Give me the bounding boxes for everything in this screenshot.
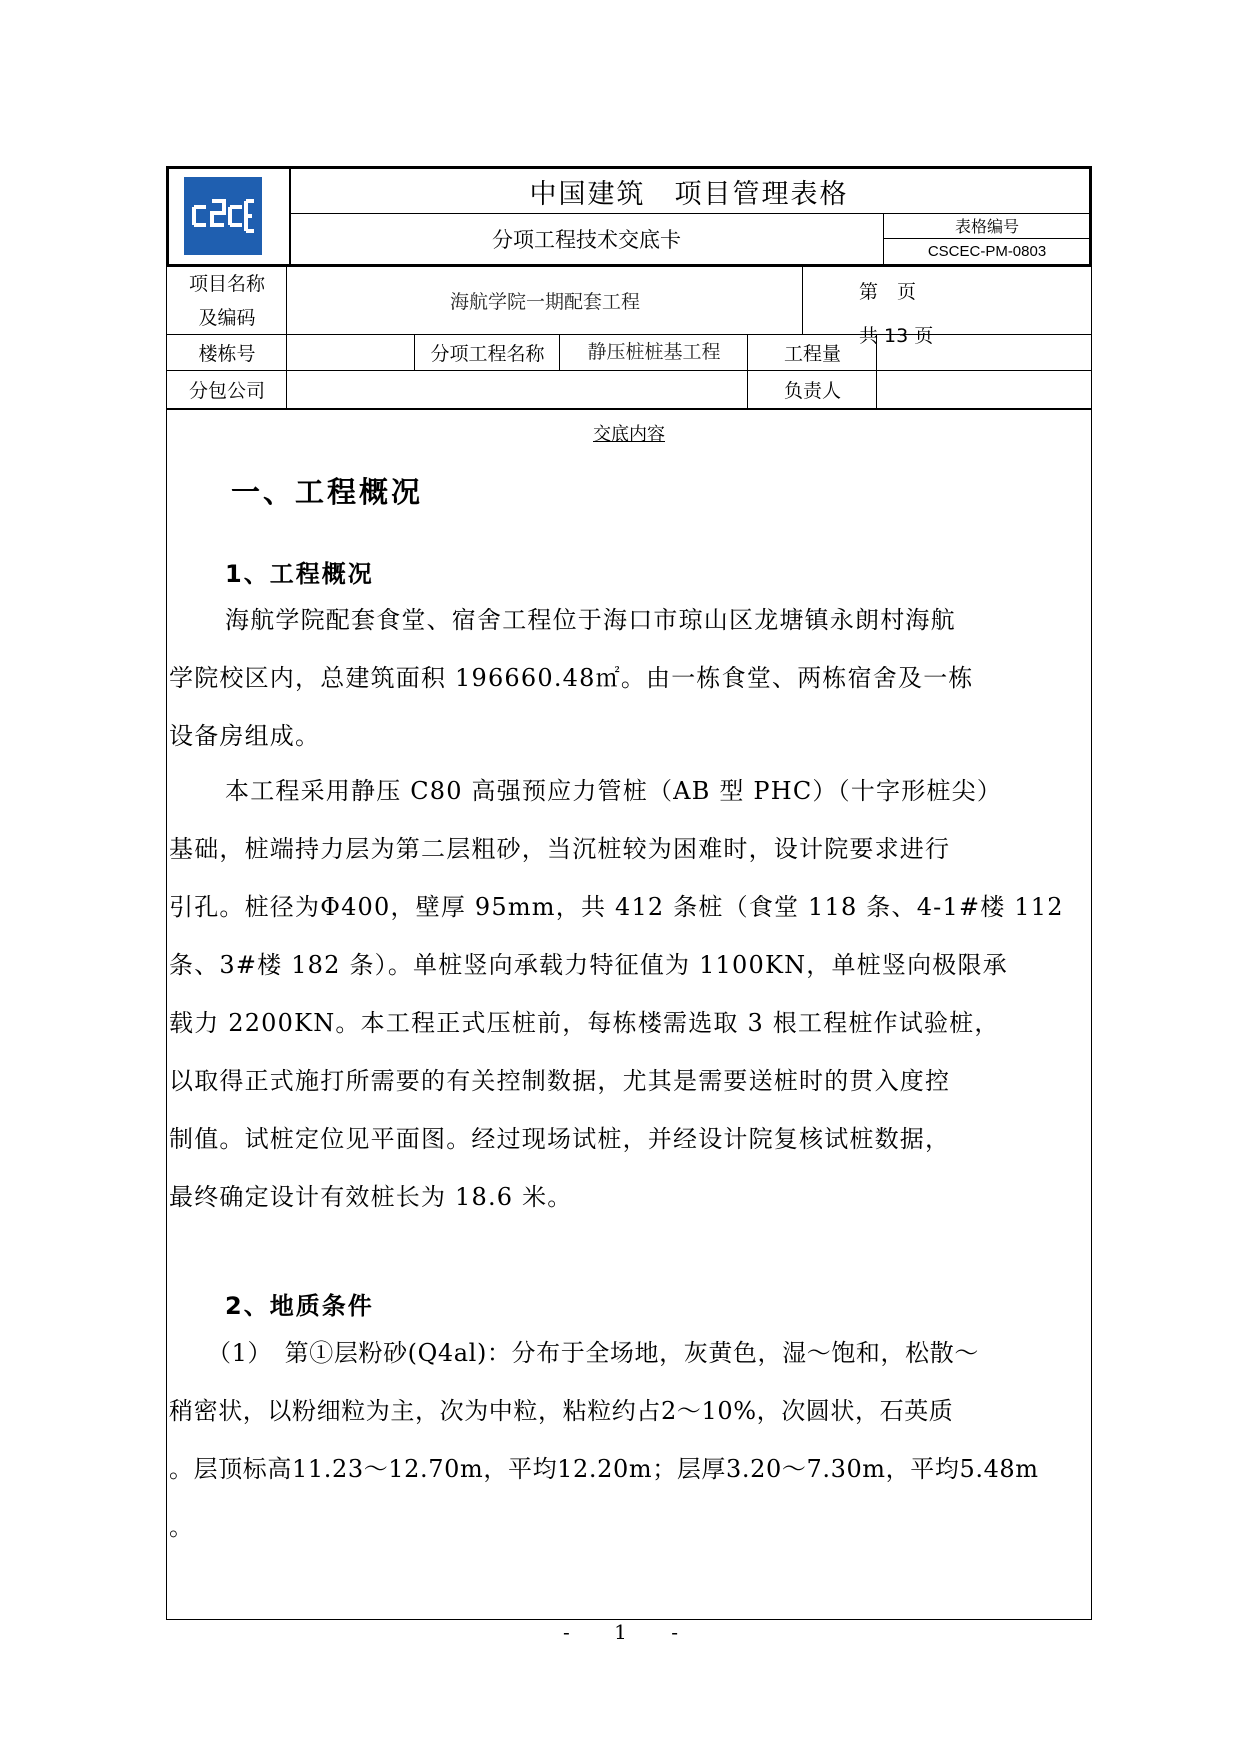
paragraph-line: 。 bbox=[169, 1513, 194, 1541]
paragraph-line: 设备房组成。 bbox=[169, 722, 321, 750]
paragraph-line: 本工程采用静压 C80 高强预应力管桩（AB 型 PHC）（十字形桩尖） bbox=[225, 777, 1003, 805]
project-name-label: 项目名称 及编码 bbox=[166, 267, 287, 335]
paragraph-line: 条、3#楼 182 条）。单桩竖向承载力特征值为 1100KN，单桩竖向极限承 bbox=[169, 951, 1008, 979]
subcontractor-label: 分包公司 bbox=[166, 371, 287, 409]
responsible-label: 负责人 bbox=[747, 371, 877, 409]
paragraph-line: 稍密状，以粉细粒为主，次为中粒，粘粒约占2～10%，次圆状，石英质 bbox=[169, 1397, 954, 1425]
subproject-name-label: 分项工程名称 bbox=[414, 335, 560, 371]
cscec-logo bbox=[184, 177, 262, 255]
form-sheet bbox=[166, 166, 1092, 1620]
cscec-logo-icon bbox=[184, 177, 262, 255]
paragraph-line: 以取得正式施打所需要的有关控制数据，尤其是需要送桩时的贯入度控 bbox=[169, 1067, 951, 1095]
project-name-value: 海航学院一期配套工程 bbox=[286, 267, 803, 335]
page-number: - 1 - bbox=[563, 1620, 678, 1644]
subsection-2-title: 2、地质条件 bbox=[225, 1292, 374, 1320]
paragraph-line: 最终确定设计有效桩长为 18.6 米。 bbox=[169, 1183, 573, 1211]
briefing-content bbox=[166, 409, 1092, 1620]
form-number-label: 表格编号 bbox=[883, 213, 1090, 239]
quantity-label: 工程量 bbox=[747, 335, 877, 371]
form-number-value: CSCEC-PM-0803 bbox=[883, 239, 1090, 264]
paragraph-piles bbox=[169, 762, 1089, 1226]
paragraph-line: （1） 第①层粉砂(Q4al)：分布于全场地，灰黄色，湿～饱和，松散～ bbox=[207, 1339, 979, 1367]
quantity-value bbox=[876, 335, 1092, 371]
content-caption: 交底内容 bbox=[593, 424, 665, 445]
form-header bbox=[166, 166, 1092, 267]
subcontractor-value bbox=[286, 371, 748, 409]
logo-cell bbox=[169, 169, 291, 264]
subproject-name-value: 静压桩桩基工程 bbox=[559, 335, 748, 371]
paragraph-geology bbox=[169, 1324, 1089, 1556]
paragraph-line: 制值。试桩定位见平面图。经过现场试桩，并经设计院复核试桩数据， bbox=[169, 1125, 951, 1153]
paragraph-line: 。层顶标高11.23～12.70m，平均12.20m；层厚3.20～7.30m，平均5.48m bbox=[169, 1455, 1039, 1483]
form-title: 分项工程技术交底卡 bbox=[492, 227, 681, 252]
company-title: 中国建筑 项目管理表格 bbox=[289, 169, 1089, 214]
subsection-1-title: 1、工程概况 bbox=[225, 560, 374, 588]
section-1-title: 一、工程概况 bbox=[231, 475, 424, 509]
paragraph-line: 基础，桩端持力层为第二层粗砂，当沉桩较为困难时，设计院要求进行 bbox=[169, 835, 951, 863]
paragraph-line: 学院校区内，总建筑面积 196660.48㎡。由一栋食堂、两栋宿舍及一栋 bbox=[169, 664, 974, 692]
page-info-cell bbox=[802, 267, 1092, 347]
responsible-value bbox=[876, 371, 1092, 409]
paragraph-overview bbox=[169, 591, 1089, 765]
page-current: 第 页 bbox=[859, 281, 917, 303]
building-number-label: 楼栋号 bbox=[166, 335, 287, 371]
paragraph-line: 海航学院配套食堂、宿舍工程位于海口市琼山区龙塘镇永朗村海航 bbox=[225, 606, 956, 634]
paragraph-line: 载力 2200KN。本工程正式压桩前，每栋楼需选取 3 根工程桩作试验桩， bbox=[169, 1009, 1000, 1037]
page-total: 共 13 页 bbox=[859, 325, 934, 347]
paragraph-line: 引孔。桩径为Φ400，壁厚 95mm，共 412 条桩（食堂 118 条、4-1#楼 112 bbox=[169, 893, 1064, 921]
building-number-value bbox=[286, 335, 415, 371]
